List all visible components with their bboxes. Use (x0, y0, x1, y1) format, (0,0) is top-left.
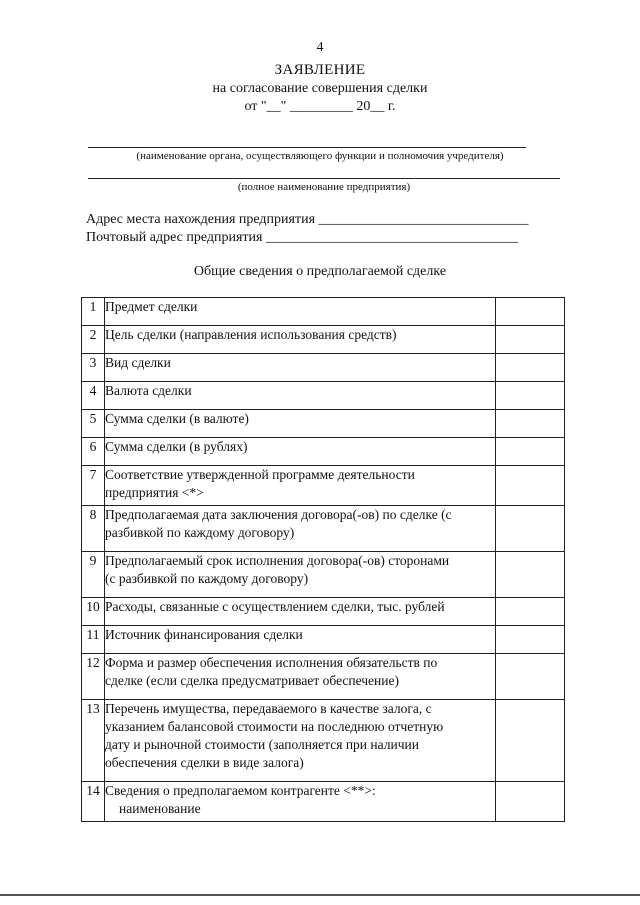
row-description-line: указанием балансовой стоимости на последнюю отчетную (105, 719, 444, 734)
row-number: 8 (82, 506, 105, 552)
enterprise-name-rule (88, 178, 560, 179)
row-description-line: Расходы, связанные с осуществлением сделки, тыс. рублей (105, 599, 445, 614)
row-description (105, 466, 496, 506)
row-description-line: Перечень имущества, передаваемого в качестве залога, с (105, 701, 432, 716)
table-row (82, 700, 565, 782)
date-line: от "__" _________ 20__ г. (244, 99, 396, 114)
row-description-line: (с разбивкой по каждому договору) (105, 571, 309, 586)
row-description-line: сделке (если сделка предусматривает обеспечение) (105, 673, 399, 688)
document-title: ЗАЯВЛЕНИЕ (274, 62, 366, 78)
row-value-cell[interactable] (496, 466, 565, 506)
row-description (105, 782, 496, 822)
table-row (82, 466, 565, 506)
row-description (105, 552, 496, 598)
row-value-cell[interactable] (496, 382, 565, 410)
row-description-line: Валюта сделки (105, 383, 192, 398)
row-description (105, 326, 496, 354)
row-sub-label: наименование (119, 801, 201, 816)
row-number: 6 (82, 438, 105, 466)
row-value-cell[interactable] (496, 326, 565, 354)
postal-address-line: Почтовый адрес предприятия ____________________________________ (86, 230, 518, 245)
row-description-line: обеспечения сделки в виде залога) (105, 755, 304, 770)
row-description-line: Вид сделки (105, 355, 171, 370)
row-number: 9 (82, 552, 105, 598)
table-row (82, 506, 565, 552)
bottom-border-mark (0, 894, 640, 896)
row-value-cell[interactable] (496, 782, 565, 822)
row-description (105, 700, 496, 782)
location-address-line: Адрес места нахождения предприятия ______________________________ (86, 212, 529, 227)
table-row (82, 382, 565, 410)
row-number: 11 (82, 626, 105, 654)
row-number: 10 (82, 598, 105, 626)
row-number: 14 (82, 782, 105, 822)
organ-name-rule (88, 147, 526, 148)
row-value-cell[interactable] (496, 298, 565, 326)
row-number: 7 (82, 466, 105, 506)
row-description (105, 382, 496, 410)
row-description (105, 598, 496, 626)
row-description-line: дату и рыночной стоимости (заполняется при наличии (105, 737, 419, 752)
enterprise-name-caption: (полное наименование предприятия) (237, 181, 411, 193)
row-description-line: Источник финансирования сделки (105, 627, 303, 642)
table-row (82, 438, 565, 466)
row-description-line: предприятия <*> (105, 485, 204, 500)
document-subtitle: на согласование совершения сделки (212, 81, 428, 96)
row-description-line: Предмет сделки (105, 299, 198, 314)
page-number: 4 (316, 40, 324, 55)
row-value-cell[interactable] (496, 410, 565, 438)
row-number: 2 (82, 326, 105, 354)
row-value-cell[interactable] (496, 700, 565, 782)
row-description (105, 506, 496, 552)
row-number: 13 (82, 700, 105, 782)
deal-info-table (81, 297, 565, 822)
organ-name-caption: (наименование органа, осуществляющего функции и полномочия учредителя) (136, 150, 504, 162)
row-number: 4 (82, 382, 105, 410)
row-number: 12 (82, 654, 105, 700)
row-description-line: Цель сделки (направления использования средств) (105, 327, 397, 342)
row-description-line: Сумма сделки (в рублях) (105, 439, 248, 454)
row-value-cell[interactable] (496, 552, 565, 598)
table-row (82, 354, 565, 382)
row-description-line: Предполагаемая дата заключения договора(-ов) по сделке (с (105, 507, 452, 522)
row-value-cell[interactable] (496, 654, 565, 700)
table-row (82, 298, 565, 326)
row-value-cell[interactable] (496, 598, 565, 626)
row-description-line: Форма и размер обеспечения исполнения обязательств по (105, 655, 438, 670)
table-row (82, 782, 565, 822)
row-description-line: Сведения о предполагаемом контрагенте <**>: (105, 783, 376, 798)
row-description-line: Соответствие утвержденной программе деятельности (105, 467, 415, 482)
row-description (105, 410, 496, 438)
row-value-cell[interactable] (496, 354, 565, 382)
row-description-line: Сумма сделки (в валюте) (105, 411, 249, 426)
row-description (105, 354, 496, 382)
row-description-line: Предполагаемый срок исполнения договора(-ов) сторонами (105, 553, 450, 568)
row-description (105, 438, 496, 466)
row-value-cell[interactable] (496, 626, 565, 654)
row-number: 3 (82, 354, 105, 382)
row-description (105, 654, 496, 700)
row-value-cell[interactable] (496, 506, 565, 552)
row-description (105, 298, 496, 326)
table-row (82, 598, 565, 626)
row-description-line: разбивкой по каждому договору) (105, 525, 295, 540)
table-row (82, 326, 565, 354)
table-row (82, 410, 565, 438)
row-number: 5 (82, 410, 105, 438)
table-row (82, 654, 565, 700)
table-row (82, 552, 565, 598)
table-row (82, 626, 565, 654)
row-description (105, 626, 496, 654)
section-title: Общие сведения о предполагаемой сделке (193, 264, 447, 279)
row-value-cell[interactable] (496, 438, 565, 466)
row-number: 1 (82, 298, 105, 326)
